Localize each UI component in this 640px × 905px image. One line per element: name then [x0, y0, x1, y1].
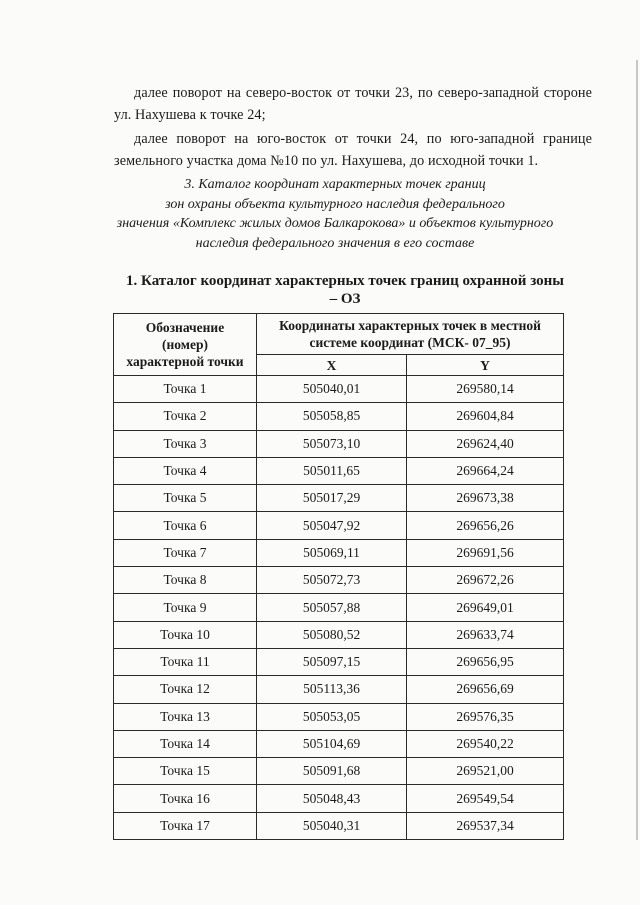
paragraph-route-point-23: далее поворот на северо-восток от точки 23, по северо-западной стороне ул. Нахушева к точке 24; [114, 85, 592, 124]
x-coordinate-cell: 505097,15 [257, 648, 407, 675]
x-coordinate-cell: 505040,31 [257, 812, 407, 839]
x-coordinate-cell: 505053,05 [257, 703, 407, 730]
table-row [114, 567, 564, 594]
y-coordinate-cell: 269604,84 [407, 403, 564, 430]
point-name-cell: Точка 7 [114, 539, 257, 566]
y-coordinate-cell: 269673,38 [407, 485, 564, 512]
x-coordinate-cell: 505113,36 [257, 676, 407, 703]
table-row [114, 457, 564, 484]
point-name-cell: Точка 11 [114, 648, 257, 675]
x-coordinate-cell: 505047,92 [257, 512, 407, 539]
x-coordinate-cell: 505011,65 [257, 457, 407, 484]
section-heading [95, 175, 575, 253]
x-coordinate-cell: 505072,73 [257, 567, 407, 594]
header-line: Координаты характерных точек в местной [279, 318, 541, 333]
table-row [114, 621, 564, 648]
table-row [114, 758, 564, 785]
table-row [114, 730, 564, 757]
point-name-cell: Точка 5 [114, 485, 257, 512]
y-coordinate-cell: 269656,95 [407, 648, 564, 675]
point-name-cell: Точка 1 [114, 376, 257, 403]
paragraph-route-point-24: далее поворот на юго-восток от точки 24, по юго-западной границе земельного участка дома №10 по ул. Нахушева, до исходной точки 1. [114, 131, 592, 170]
y-coordinate-cell: 269664,24 [407, 457, 564, 484]
header-line: системе координат (МСК- 07_95) [309, 335, 511, 350]
point-name-cell: Точка 10 [114, 621, 257, 648]
point-name-cell: Точка 3 [114, 430, 257, 457]
header-line: характерной точки [126, 354, 244, 369]
y-coordinate-cell: 269624,40 [407, 430, 564, 457]
x-coordinate-cell: 505058,85 [257, 403, 407, 430]
x-coordinate-cell: 505057,88 [257, 594, 407, 621]
table-row [114, 594, 564, 621]
x-header: X [257, 355, 407, 376]
table-title-line: 1. Каталог координат характерных точек границ охранной зоны [126, 273, 564, 289]
table-row [114, 376, 564, 403]
table-row [114, 430, 564, 457]
y-coordinate-cell: 269691,56 [407, 539, 564, 566]
y-coordinate-cell: 269656,69 [407, 676, 564, 703]
point-name-cell: Точка 12 [114, 676, 257, 703]
y-coordinate-cell: 269580,14 [407, 376, 564, 403]
y-coordinate-cell: 269656,26 [407, 512, 564, 539]
y-header: Y [407, 355, 564, 376]
x-coordinate-cell: 505069,11 [257, 539, 407, 566]
x-coordinate-cell: 505017,29 [257, 485, 407, 512]
point-name-cell: Точка 16 [114, 785, 257, 812]
section-heading-line: значения «Комплекс жилых домов Балкарокова» и объектов культурного [116, 216, 554, 231]
point-name-cell: Точка 2 [114, 403, 257, 430]
y-coordinate-cell: 269521,00 [407, 758, 564, 785]
point-name-cell: Точка 14 [114, 730, 257, 757]
scan-edge-shadow [636, 60, 638, 840]
y-coordinate-cell: 269537,34 [407, 812, 564, 839]
table-row [114, 539, 564, 566]
header-line: Обозначение [145, 320, 225, 335]
point-designation-header [114, 314, 257, 376]
y-coordinate-cell: 269549,54 [407, 785, 564, 812]
table-row [114, 485, 564, 512]
point-name-cell: Точка 15 [114, 758, 257, 785]
table-row [114, 403, 564, 430]
point-name-cell: Точка 13 [114, 703, 257, 730]
point-name-cell: Точка 17 [114, 812, 257, 839]
coordinates-table-body [114, 376, 564, 840]
y-coordinate-cell: 269649,01 [407, 594, 564, 621]
table-row [114, 812, 564, 839]
y-coordinate-cell: 269540,22 [407, 730, 564, 757]
y-coordinate-cell: 269576,35 [407, 703, 564, 730]
table-row [114, 703, 564, 730]
x-coordinate-cell: 505040,01 [257, 376, 407, 403]
header-line: (номер) [162, 337, 208, 352]
table-row [114, 785, 564, 812]
y-coordinate-cell: 269633,74 [407, 621, 564, 648]
table-row [114, 512, 564, 539]
table-title [110, 272, 580, 308]
section-heading-line: 3. Каталог координат характерных точек границ [184, 177, 486, 192]
point-name-cell: Точка 9 [114, 594, 257, 621]
table-title-line: – ОЗ [329, 291, 361, 307]
coordinates-header [257, 314, 564, 355]
section-heading-line: наследия федерального значения в его составе [195, 235, 475, 251]
x-coordinate-cell: 505080,52 [257, 621, 407, 648]
point-name-cell: Точка 8 [114, 567, 257, 594]
x-coordinate-cell: 505091,68 [257, 758, 407, 785]
x-coordinate-cell: 505073,10 [257, 430, 407, 457]
table-row [114, 648, 564, 675]
table-row [114, 676, 564, 703]
section-heading-line: зон охраны объекта культурного наследия федерального [165, 196, 505, 212]
x-coordinate-cell: 505104,69 [257, 730, 407, 757]
coordinates-table [113, 313, 564, 840]
x-coordinate-cell: 505048,43 [257, 785, 407, 812]
point-name-cell: Точка 6 [114, 512, 257, 539]
y-coordinate-cell: 269672,26 [407, 567, 564, 594]
point-name-cell: Точка 4 [114, 457, 257, 484]
